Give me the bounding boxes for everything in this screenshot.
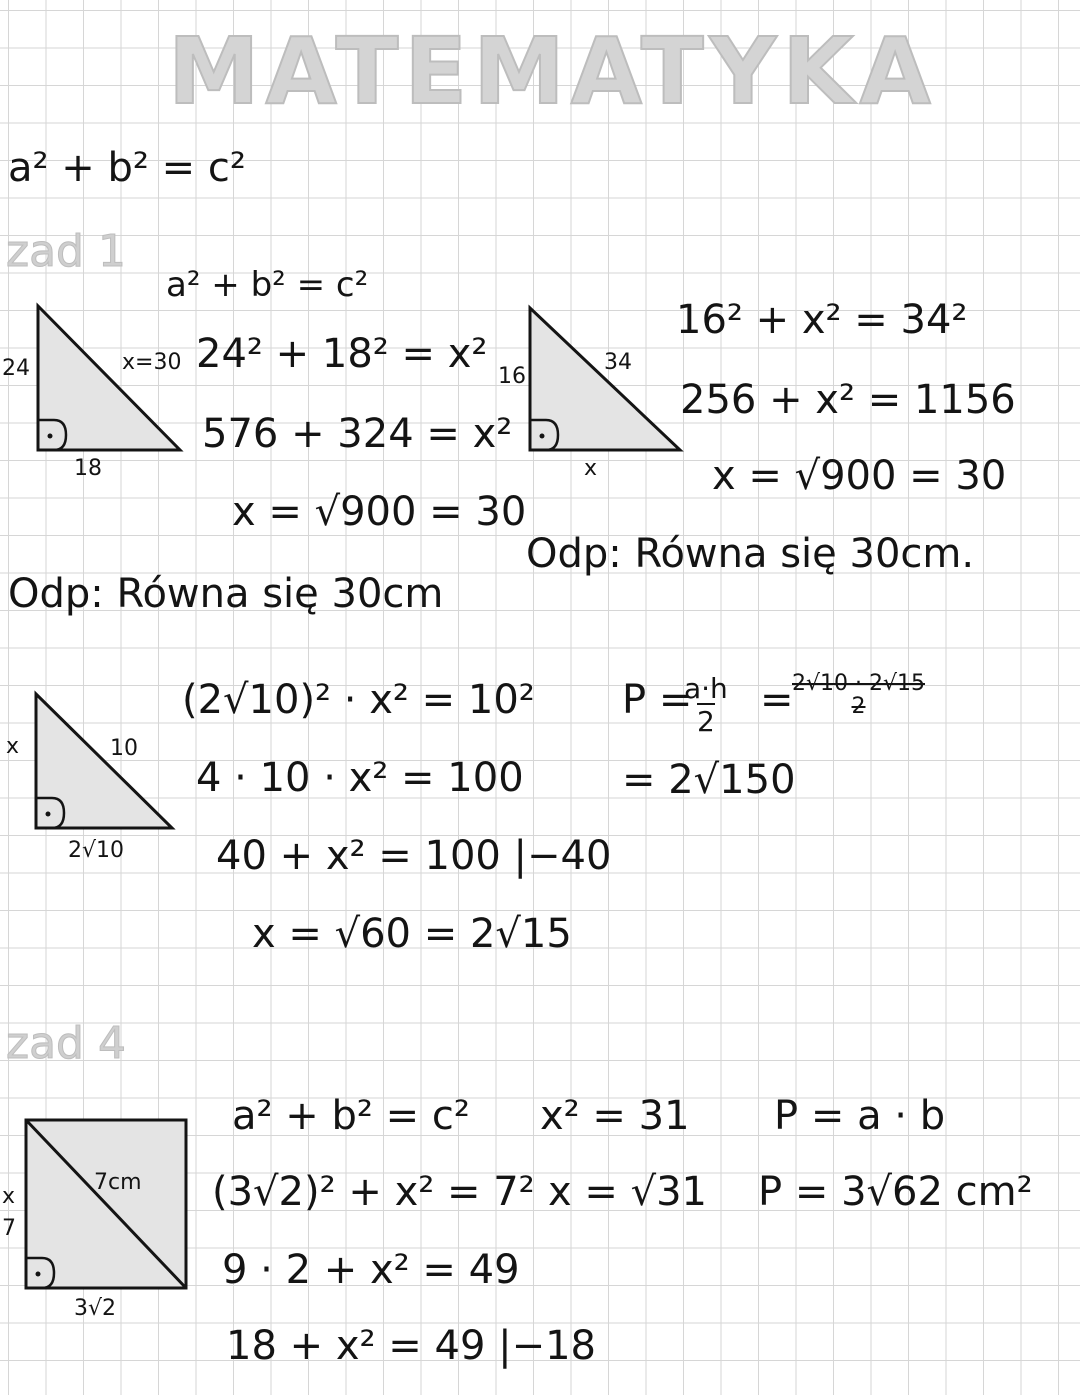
zad1-side-bottom: 18 (74, 456, 102, 481)
zad1-answer: Odp: Równa się 30cm (8, 571, 444, 617)
zad4-side-left: x (2, 1184, 16, 1209)
zad3-area-fraction (684, 674, 728, 737)
zad4-mid-2: x = √31 (548, 1169, 708, 1215)
pythagoras-formula: a² + b² = c² (8, 145, 246, 191)
zad3-area-crossed (792, 672, 925, 718)
zad2-hypotenuse: 34 (604, 350, 632, 375)
zad3-step-2: 4 · 10 · x² = 100 (196, 755, 524, 801)
fraction-denominator: 2 (696, 705, 715, 739)
zad4-side-left-2: 7 (2, 1216, 16, 1241)
zad4-diagonal: 7cm (94, 1170, 142, 1195)
zad1-step-4: x = √900 = 30 (232, 489, 527, 535)
zad3-step-3: 40 + x² = 100 |−40 (216, 833, 612, 879)
zad3-area-result: = 2√150 (622, 757, 796, 803)
zad1-step-2: 24² + 18² = x² (196, 331, 488, 377)
zad4-area-1: P = a · b (774, 1093, 946, 1139)
zad3-step-4: x = √60 = 2√15 (252, 911, 572, 957)
section-label-zad1: zad 1 (6, 226, 126, 277)
zad2-side-left: 16 (498, 364, 526, 389)
zad1-hypotenuse: x=30 (122, 350, 182, 375)
zad3-side-left: x (6, 734, 20, 759)
zad1-side-left: 24 (2, 356, 30, 381)
rectangle-zad4 (24, 1118, 190, 1292)
zad3-area-label: P = (622, 677, 693, 723)
zad2-answer: Odp: Równa się 30cm. (526, 531, 975, 577)
zad4-step-4: 18 + x² = 49 |−18 (226, 1323, 596, 1369)
triangle-zad1 (36, 300, 186, 455)
zad2-step-3: x = √900 = 30 (712, 453, 1007, 499)
crossed-denominator: 2 (851, 694, 866, 720)
zad4-area-2: P = 3√62 cm² (758, 1169, 1033, 1215)
zad3-hypotenuse: 10 (110, 736, 138, 761)
zad1-step-1: a² + b² = c² (166, 265, 369, 305)
zad4-step-3: 9 · 2 + x² = 49 (222, 1247, 520, 1293)
zad4-step-1: a² + b² = c² (232, 1093, 470, 1139)
section-label-zad4: zad 4 (6, 1018, 126, 1069)
zad3-side-bottom: 2√10 (68, 838, 125, 863)
zad2-step-1: 16² + x² = 34² (676, 297, 968, 343)
zad2-step-2: 256 + x² = 1156 (680, 377, 1016, 423)
zad4-step-2: (3√2)² + x² = 7² (212, 1169, 535, 1215)
page-title: MATEMATYKA (168, 18, 937, 125)
crossed-numerator: 2√10 · 2√15 (792, 671, 925, 696)
zad1-step-3: 576 + 324 = x² (202, 411, 513, 457)
zad3-step-1: (2√10)² · x² = 10² (182, 677, 535, 723)
fraction-numerator: a·h (684, 672, 728, 705)
zad2-side-bottom: x (584, 456, 598, 481)
triangle-zad2 (528, 304, 688, 454)
zad4-mid-1: x² = 31 (540, 1093, 690, 1139)
zad4-side-bottom: 3√2 (74, 1296, 117, 1321)
triangle-zad3 (34, 690, 179, 832)
zad3-area-equals: = (760, 677, 794, 723)
